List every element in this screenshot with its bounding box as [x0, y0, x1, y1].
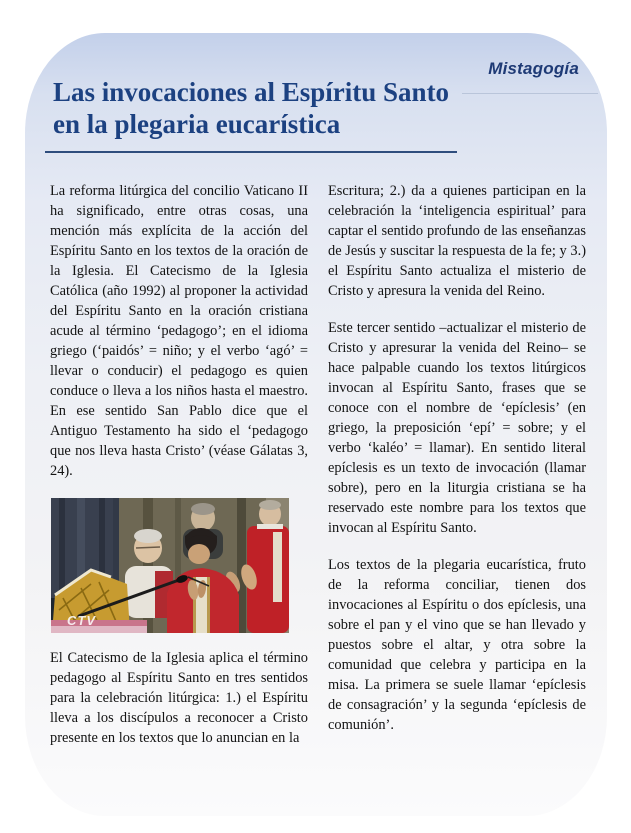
paragraph-left-1: La reforma litúrgica del concilio Vaticano II ha significado, entre otras cosas, una mención más explícita de la acción del Espíritu Santo en los textos de la oración de la Iglesia. El Catecismo de la Iglesia Católica (año 1992) al proponer la actividad del Espíritu Santo en la oración cristiana acude al término ‘pedagogo’; en el idioma griego (‘paidós’ = niño; y el verbo ‘agó’ = llevar o conducir) el pedagogo es quien conduce o lleva a los niños hasta el maestro. En ese sentido San Pablo dice que el Antiguo Testamento ha sido el ‘pedagogo que nos lleva hasta Cristo’ (véase Gálatas 3, 24).	[50, 183, 308, 479]
article-title: Las invocaciones al Espíritu Santo en la plegaria eucarística	[53, 77, 450, 139]
section-label: Mistagogía	[488, 59, 579, 78]
section-underline	[462, 93, 598, 94]
right-column	[328, 181, 586, 765]
paragraph-right-3: Los textos de la plegaria eucarística, fruto de la reforma conciliar, tienen dos invocaciones al Espíritu o dos epíclesis, una sobre el pan y el vino que se han llevado y puestos sobre el altar, y otra sobre la comunidad que celebra y participa en la misa. La primera se suele llamar ‘epíclesis de consagración’ y la segunda ‘epíclesis de comunión’.	[328, 557, 586, 733]
article-card	[25, 33, 607, 816]
article-body	[50, 181, 586, 765]
paragraph-right-1: Escritura; 2.) da a quienes participan en la celebración la ‘inteligencia espiritual’ para captar el sentido profundo de las enseñanzas de Jesús y suscitar la respuesta de la fe; y 3.) el Espíritu Santo actualiza el misterio de Cristo y apresura la venida del Reino.	[328, 183, 586, 299]
title-rule	[45, 151, 457, 153]
ctv-watermark: CTV	[67, 613, 96, 628]
paragraph-right-2: Este tercer sentido –actualizar el misterio de Cristo y apresurar la venida del Reino– se hace palpable cuando los textos litúrgicos invocan al Espíritu Santo, frases que se conoce con el nombre de ‘epíclesis’ (en griego, la preposición ‘epí’ = sobre; y el verbo ‘kaléo’ = llamar). En sentido literal epíclesis es un texto de invocación (llamar sobre), pero en la liturgia cristiana se ha reservado este nombre para los textos que invocan al Espíritu Santo.	[328, 320, 586, 536]
paragraph-left-2: El Catecismo de la Iglesia aplica el término pedagogo al Espíritu Santo en tres sentidos para la celebración litúrgica: 1.) el Espíritu lleva a los discípulos a reconocer a Cristo presente en los textos que lo anuncian en la	[50, 650, 308, 746]
left-column	[50, 181, 308, 765]
mass-photo	[51, 498, 289, 633]
